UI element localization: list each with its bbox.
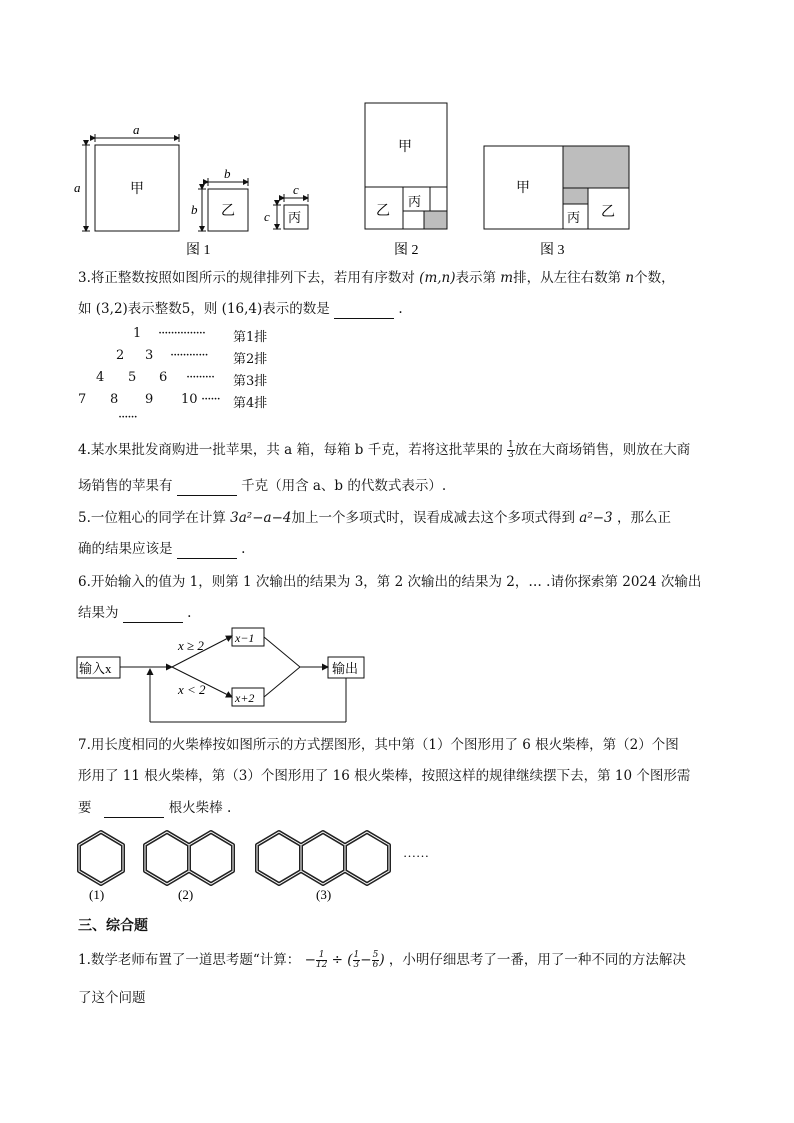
q4-line1: 4.某水果批发商购进一批苹果，共 a 箱，每箱 b 千克，若将这批苹果的 $\frac{1}{3}$ 放在大商场销售，则放在大商 bbox=[78, 440, 691, 460]
tri-row-label: 第4排 bbox=[233, 396, 268, 411]
fig3-caption: 图 3 bbox=[540, 243, 565, 258]
fig3-jia: 甲 bbox=[516, 181, 530, 196]
fig1-label-a-top: a bbox=[133, 122, 140, 137]
fig2-yi: 乙 bbox=[376, 204, 390, 219]
hex-fig3-a bbox=[257, 832, 301, 884]
q5-answer-blank[interactable] bbox=[177, 542, 237, 559]
tri-num: 7 bbox=[78, 392, 87, 407]
tri-num: 3 bbox=[145, 348, 154, 363]
tri-num: 1 bbox=[133, 326, 142, 341]
hex-fig2-a bbox=[145, 832, 189, 884]
fig3-yi: 乙 bbox=[601, 205, 615, 220]
flow-op-bottom: x+2 bbox=[235, 691, 255, 705]
tri-num: 9 bbox=[145, 392, 154, 407]
q7-line1: 7.用长度相同的火柴棒按如图所示的方式摆图形，其中第（1）个图形用了 6 根火柴棒，第（2）个图 bbox=[78, 737, 679, 753]
tri-num: 6 bbox=[159, 370, 168, 385]
fig1-bing: 丙 bbox=[288, 210, 302, 225]
tri-row-label: 第1排 bbox=[233, 330, 268, 345]
hex-ellipsis: …… bbox=[403, 845, 429, 860]
tri-num: 8 bbox=[110, 392, 119, 407]
q6-line2: 结果为 . bbox=[78, 605, 192, 621]
s3-q1-line1: 1.数学老师布置了一道思考题“计算： − $\frac{1}{12}$ ÷ ( $\frac{1}{3}$ − $\frac{5}{6}$ ) ，小明仔细思考了一番，用了一种不同的方法解决 bbox=[78, 950, 686, 970]
s3-q1-line2: 了这个问题 bbox=[78, 990, 146, 1006]
tri-row-label: 第2排 bbox=[233, 352, 268, 367]
q4-fraction: $\frac{1}{3}$ bbox=[508, 440, 514, 460]
fig1-label-c-top: c bbox=[293, 182, 299, 197]
q3-answer-blank[interactable] bbox=[334, 302, 394, 319]
fig3-bing: 丙 bbox=[567, 210, 581, 225]
q6-answer-blank[interactable] bbox=[123, 606, 183, 623]
tri-dots: ············ bbox=[170, 348, 208, 363]
tri-ellipsis: ······ bbox=[118, 410, 137, 425]
tri-num: 5 bbox=[128, 370, 137, 385]
q6-line1: 6.开始输入的值为 1，则第 1 次输出的结果为 3，第 2 次输出的结果为 2，… .请你探索第 2024 次输出 bbox=[78, 574, 702, 590]
q7-answer-blank[interactable] bbox=[104, 801, 164, 818]
q3-line2: 如 (3,2)表示整数5，则 (16,4)表示的数是 . bbox=[78, 301, 403, 317]
fig1-label-b-top: b bbox=[224, 166, 231, 181]
fig2-jia: 甲 bbox=[398, 140, 412, 155]
flow-output-label: 输出 bbox=[332, 661, 359, 676]
fig1-label-c-left: c bbox=[264, 209, 270, 224]
q6-flowchart bbox=[70, 625, 380, 731]
s3-q1-expression: − $\frac{1}{12}$ ÷ ( $\frac{1}{3}$ − $\frac{5}{6}$ ) bbox=[304, 950, 385, 970]
fig2-caption: 图 2 bbox=[394, 243, 419, 258]
hex-fig1 bbox=[79, 832, 123, 884]
hex-caption-2: (2) bbox=[178, 887, 194, 902]
tri-num: 4 bbox=[96, 370, 105, 385]
tri-num: 10 bbox=[181, 392, 198, 407]
q3-number-triangle bbox=[0, 322, 794, 432]
q3-line1: 3.将正整数按照如图所示的规律排列下去，若用有序数对 (m,n)表示第 m排，从左往右数第 n个数， bbox=[78, 270, 675, 286]
hex-fig3-c bbox=[345, 832, 389, 884]
q5-line2: 确的结果应该是 . bbox=[78, 541, 246, 557]
fig2-bing: 丙 bbox=[408, 194, 422, 209]
hex-caption-1: (1) bbox=[89, 887, 105, 902]
tri-dots: ··············· bbox=[158, 326, 205, 341]
flow-cond-top: x ≥ 2 bbox=[178, 638, 204, 653]
fig1-label-b-left: b bbox=[191, 202, 198, 217]
tri-num: 2 bbox=[116, 348, 125, 363]
tri-row-label: 第3排 bbox=[233, 374, 268, 389]
hex-fig3-b bbox=[301, 832, 345, 884]
tri-dots: ······ bbox=[201, 392, 220, 407]
top-figures bbox=[0, 95, 794, 265]
q4-answer-blank[interactable] bbox=[177, 479, 237, 496]
q7-line3: 要 根火柴棒 . bbox=[78, 800, 232, 816]
hex-fig2-b bbox=[189, 832, 233, 884]
fig1-caption: 图 1 bbox=[186, 243, 211, 258]
fig1-label-a-left: a bbox=[74, 180, 81, 195]
flow-op-top: x−1 bbox=[235, 631, 255, 645]
q4-line2: 场销售的苹果有 千克（用含 a、b 的代数式表示）. bbox=[78, 478, 447, 494]
q7-line2: 形用了 11 根火柴棒，第（3）个图形用了 16 根火柴棒，按照这样的规律继续摆下去，第 10 个图形需 bbox=[78, 768, 691, 784]
flow-cond-bottom: x < 2 bbox=[178, 682, 206, 697]
q7-hexagon-figures bbox=[70, 826, 440, 906]
section-heading: 三、综合题 bbox=[78, 918, 148, 934]
q5-line1: 5.一位粗心的同学在计算 3a²−a−4加上一个多项式时，误看成减去这个多项式得到 a²−3 ，那么正 bbox=[78, 510, 671, 526]
hex-caption-3: (3) bbox=[316, 887, 332, 902]
tri-dots: ········· bbox=[186, 370, 215, 385]
fig1-jia: 甲 bbox=[130, 182, 144, 197]
flow-input-label: 输入x bbox=[79, 661, 112, 676]
fig1-yi: 乙 bbox=[221, 204, 235, 219]
